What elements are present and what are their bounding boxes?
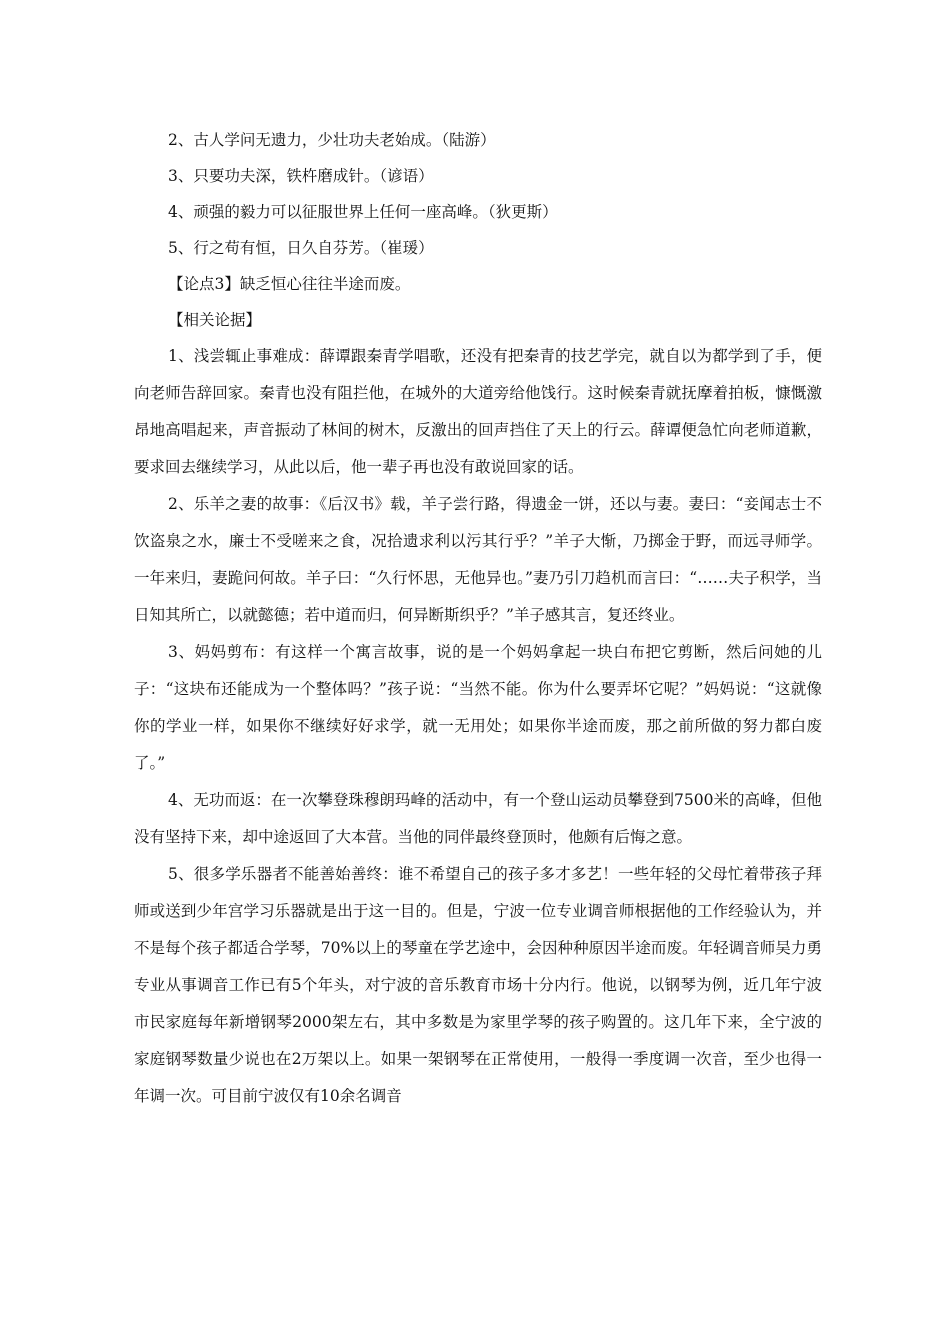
- quote-line: 4、顽强的毅力可以征服世界上任何一座高峰。（狄更斯）: [168, 203, 558, 221]
- document-body: [134, 122, 822, 1115]
- quote-line: 5、行之苟有恒，日久自芬芳。（崔瑗）: [168, 239, 434, 257]
- quote-line: 3、只要功夫深，铁杵磨成针。（谚语）: [168, 167, 434, 185]
- quote-line: 2、古人学问无遗力，少壮功夫老始成。（陆游）: [168, 131, 496, 149]
- evidence-paragraph: 5、很多学乐器者不能善始善终：谁不希望自己的孩子多才多艺！一些年轻的父母忙着带孩子拜师或送到少年宫学习乐器就是出于这一目的。但是，宁波一位专业调音师根据他的工作经验认为，并不是每个孩子都适合学琴，70%以上的琴童在学艺途中，会因种种原因半途而废。年轻调音师吴力勇专业从事调音工作已有5个年头，对宁波的音乐教育市场十分内行。他说，以钢琴为例，近几年宁波市民家庭每年新增钢琴2000架左右，其中多数是为家里学琴的孩子购置的。这几年下来，全宁波的家庭钢琴数量少说也在2万架以上。如果一架钢琴在正常使用，一般得一季度调一次音，至少也得一年调一次。可目前宁波仅有10余名调音: [134, 865, 822, 1105]
- evidence-paragraph: 4、无功而返：在一次攀登珠穆朗玛峰的活动中，有一个登山运动员攀登到7500米的高峰，但他没有坚持下来，却中途返回了大本营。当他的同伴最终登顶时，他颇有后悔之意。: [134, 791, 822, 846]
- evidence-paragraph: 1、浅尝辄止事难成：薛谭跟秦青学唱歌，还没有把秦青的技艺学完，就自以为都学到了手，便向老师告辞回家。秦青也没有阻拦他，在城外的大道旁给他饯行。这时候秦青就抚摩着拍板，慷慨激昂地高唱起来，声音振动了林间的树木，反激出的回声挡住了天上的行云。薛谭便急忙向老师道歉，要求回去继续学习，从此以后，他一辈子再也没有敢说回家的话。: [134, 347, 822, 476]
- argument-heading: 【论点3】缺乏恒心往往半途而废。: [168, 275, 411, 293]
- evidence-paragraph: 2、乐羊之妻的故事：《后汉书》载，羊子尝行路，得遗金一饼，还以与妻。妻曰：“妾闻志士不饮盗泉之水，廉士不受嗟来之食，况拾遗求利以污其行乎？”羊子大惭，乃掷金于野，而远寻师学。一年来归，妻跪问何故。羊子曰：“久行怀思，无他异也。”妻乃引刀趋机而言曰：“……夫子积学，当日知其所亡，以就懿德；若中道而归，何异断斯织乎？”羊子感其言，复还终业。: [134, 495, 822, 624]
- evidence-paragraph: 3、妈妈剪布：有这样一个寓言故事，说的是一个妈妈拿起一块白布把它剪断，然后问她的儿子：“这块布还能成为一个整体吗？”孩子说：“当然不能。你为什么要弄坏它呢？”妈妈说：“这就像你的学业一样，如果你不继续好好求学，就一无用处；如果你半途而废，那之前所做的努力都白废了。”: [134, 643, 822, 772]
- evidence-heading: 【相关论据】: [168, 311, 262, 329]
